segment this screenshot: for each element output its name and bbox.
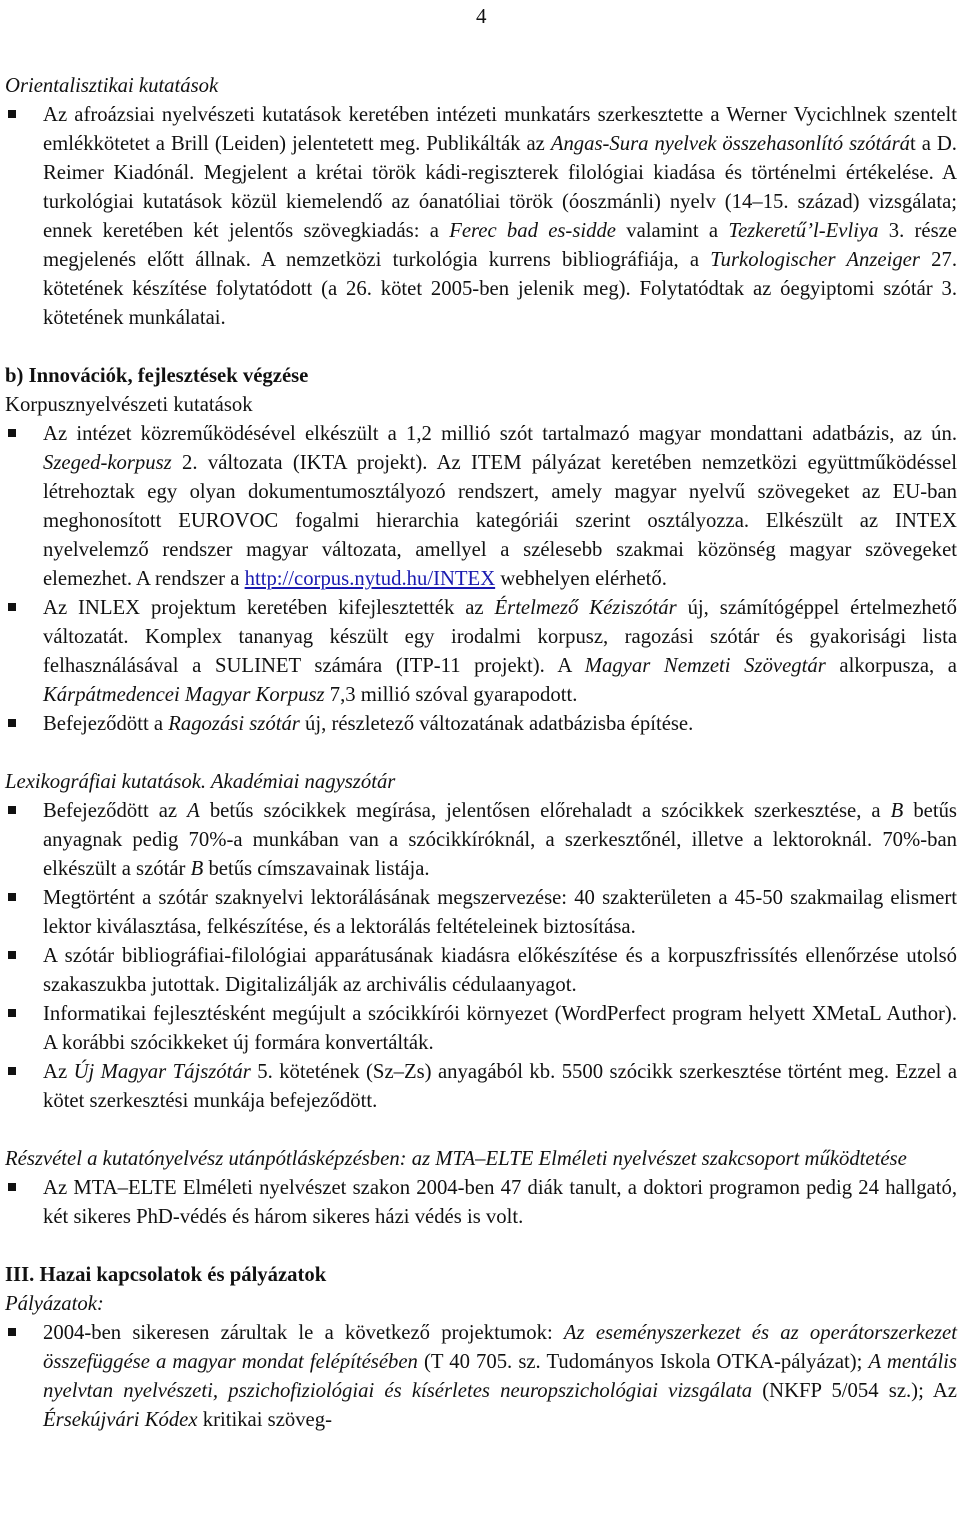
square-bullet-icon — [5, 594, 43, 623]
square-bullet-icon — [5, 420, 43, 449]
square-bullet-icon — [5, 942, 43, 971]
orient-bullet-1: Az afroázsiai nyelvészeti kutatások keretében intézeti munkatárs szerkesztette a Werner Vycichlnek szentelt emlékkötetet a Brill (Leiden) jelentetett meg. Publikálták az Angas-Sura nyelvek összehasonlító szótárát a D. Reimer Kiadónál. Megjelent a krétai török kádi-regiszterek filológiai kiadása és történelmi értékelése. A turkológiai kutatások közül kiemelendő az óanatóliai török (óoszmánli) nyelv (14–15. század) vizsgálata; ennek keretében két jelentős szövegkiadás: a Ferec bad es-sidde valamint a Tezkeretű’l-Evliya 3. része megjelenés előtt állnak. A nemzetközi turkológia kurrens bibliográfiája, a Turkologischer Anzeiger 27. kötetének készítése folytatódott (a 26. kötet 2005-ben jelenik meg). Folytatódtak az óegyiptomi szótár 3. kötetének munkálatai. — [5, 101, 957, 333]
square-bullet-icon — [5, 101, 43, 130]
lex-bullet-1: Befejeződött az A betűs szócikkek megírása, jelentősen előrehaladt a szócikkek szerkesztése, a B betűs anyagnak pedig 70%-a munkában van a szócikkíróknál, a szerkesztőnél, illetve a lektoroknál. 70%-ban elkészült a szótár B betűs címszavainak listája. — [5, 797, 957, 884]
lex-bullet-4: Informatikai fejlesztésként megújult a szócikkírói környezet (WordPerfect program helyett XMetaL Author). A korábbi szócikkeket új formára konvertálták. — [5, 1000, 957, 1058]
lexicography-heading: Lexikográfiai kutatások. Akadémiai nagyszótár — [5, 771, 396, 793]
innovation-heading: b) Innovációk, fejlesztések végzése — [5, 365, 309, 387]
lex-bullet-2: Megtörtént a szótár szaknyelvi lektorálásának megszervezése: 40 szakterületen a 45-50 szakmailag elismert lektor kiválasztása, felkészítése, és a lektorálás feltételeinek biztosítása. — [5, 884, 957, 942]
square-bullet-icon — [5, 797, 43, 826]
orient-heading: Orientalisztikai kutatások — [5, 75, 219, 97]
square-bullet-icon — [5, 884, 43, 913]
domestic-heading: III. Hazai kapcsolatok és pályázatok — [5, 1264, 327, 1286]
innov-bullet-2: Az INLEX projektum keretében kifejlesztették az Értelmező Kéziszótár új, számítógéppel értelmezhető változatát. Komplex tananyag készült egy irodalmi korpusz, ragozási szótár és gyakorisági lista felhasználásával a SULINET számára (ITP-11 projekt). A Magyar Nemzeti Szövegtár alkorpusza, a Kárpátmedencei Magyar Korpusz 7,3 millió szóval gyarapodott. — [5, 594, 957, 710]
square-bullet-icon — [5, 1000, 43, 1029]
grants-subheading: Pályázatok: — [5, 1293, 104, 1315]
innov-bullet-1: Az intézet közreműködésével elkészült a 1,2 millió szót tartalmazó magyar mondattani adatbázis, az ún. Szeged-korpusz 2. változata (IKTA projekt). Az ITEM pályázat keretében nemzetközi együttműködéssel létrehoztak egy olyan dokumentumosztályozó rendszert, amely magyar nyelvű szövegeket az EU-ban meghonosított EUROVOC fogalmi hierarchia kategóriái szerint osztályozza. Elkészült az INTEX nyelvelemző rendszer magyar változata, amellyel a szélesebb szakmai közönség magyar szövegeket elemezhet. A rendszer a http://corpus.nytud.hu/INTEX webhelyen elérhető. — [5, 420, 957, 594]
square-bullet-icon — [5, 1319, 43, 1348]
participation-heading: Részvétel a kutatónyelvész utánpótlásképzésben: az MTA–ELTE Elméleti nyelvészet szakcsoport működtetése — [5, 1148, 907, 1170]
corpus-subheading: Korpusznyelvészeti kutatások — [5, 394, 253, 416]
innov-bullet-3: Befejeződött a Ragozási szótár új, részletező változatának adatbázisba építése. — [5, 710, 957, 739]
square-bullet-icon — [5, 710, 43, 739]
intex-link[interactable]: http://corpus.nytud.hu/INTEX — [244, 568, 496, 590]
lex-bullet-5: Az Új Magyar Tájszótár 5. kötetének (Sz–Zs) anyagából kb. 5500 szócikk szerkesztése történt meg. Ezzel a kötet szerkesztési munkája befejeződött. — [5, 1058, 957, 1116]
lex-bullet-3: A szótár bibliográfiai-filológiai apparátusának kiadásra előkészítése és a korpuszfrissítés ellenőrzése utolsó szakaszukba jutottak. Digitalizálják az archivális cédulaanyagot. — [5, 942, 957, 1000]
square-bullet-icon — [5, 1174, 43, 1203]
hazai-bullet-1: 2004-ben sikeresen zárultak le a következő projektumok: Az eseményszerkezet és az operátorszerkezet összefüggése a magyar mondat felépítésében (T 40 705. sz. Tudományos Iskola OTKA-pályázat); A mentális nyelvtan nyelvészeti, pszichofiziológiai és kísérletes neuropszichológiai vizsgálata (NKFP 5/054 sz.); Az Érsekújvári Kódex kritikai szöveg- — [5, 1319, 957, 1435]
page-number: 4 — [476, 4, 487, 28]
resz-bullet-1: Az MTA–ELTE Elméleti nyelvészet szakon 2004-ben 47 diák tanult, a doktori programon pedig 24 hallgató, két sikeres PhD-védés és három sikeres házi védés is volt. — [5, 1174, 957, 1232]
square-bullet-icon — [5, 1058, 43, 1087]
page-content — [5, 72, 957, 1435]
